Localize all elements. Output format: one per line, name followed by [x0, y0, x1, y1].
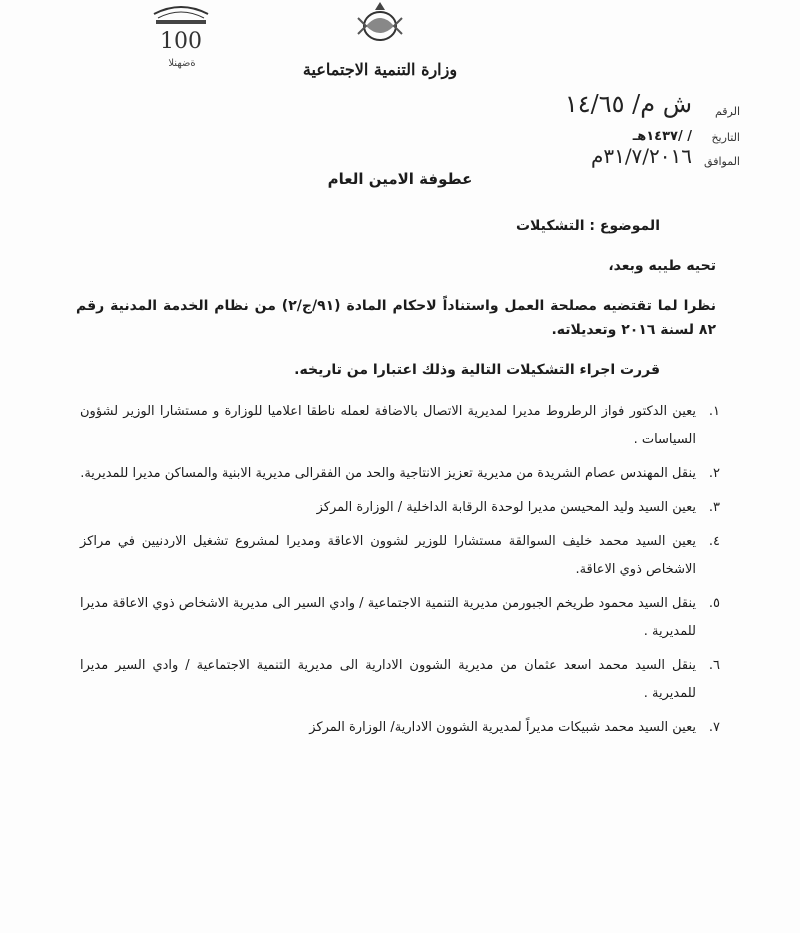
royal-crest-icon: [352, 0, 408, 44]
greeting: تحيه طيبه وبعد،: [608, 258, 716, 274]
item-number: ٦.: [708, 658, 720, 673]
list-item: [80, 494, 720, 522]
item-text: يعين السيد محمد شبيكات مديراً لمديرية الشوون الادارية/ الوزارة المركز: [309, 720, 696, 735]
intro-paragraph: نظرا لما تقتضيه مصلحة العمل واستناداً لاحكام المادة (٩١/ج/٢) من نظام الخدمة المدنية رقم ٨٢ لسنة ٢٠١٦ وتعديلاته.: [76, 298, 716, 338]
list-item: [80, 652, 720, 708]
item-text: ينقل المهندس عصام الشريدة من مديرية تعزيز الانتاجية والحد من الفقرالى مديرية الابنية والمساكن مديرا للمديرية.: [80, 466, 696, 481]
reference-number-row: [500, 90, 740, 118]
list-item: [80, 590, 720, 646]
reference-date-label: التاريخ: [711, 131, 740, 144]
list-item: [80, 714, 720, 742]
reference-date-row: [500, 122, 740, 144]
reference-number-value: ش م/ ١٤/٦٥: [564, 90, 692, 118]
item-text: يعين السيد محمد خليف السوالقة مستشارا للوزير لشوون الاعاقة ومديرا لمشروع تشغيل الاردنيين في مراكز الاشخاص ذوي الاعاقة.: [80, 534, 696, 577]
item-number: ٣.: [708, 500, 720, 515]
addressee: عطوفة الامين العام: [327, 170, 473, 188]
reference-corresponding-value: ٣١/٧/٢٠١٦م: [590, 144, 692, 168]
item-number: ٤.: [708, 534, 720, 549]
centenary-caption: ةضهنلا: [168, 58, 196, 69]
item-number: ١.: [708, 404, 720, 419]
item-number: ٧.: [708, 720, 720, 735]
list-item: [80, 528, 720, 584]
item-number: ٢.: [708, 466, 720, 481]
item-number: ٥.: [708, 596, 720, 611]
reference-number-label: الرقم: [714, 105, 740, 118]
reference-date-value: / /١٤٣٧هـ: [632, 129, 692, 144]
subject-line: الموضوع : التشكيلات: [515, 218, 660, 234]
reference-corresponding-label: الموافق: [704, 155, 740, 168]
decision-line: قررت اجراء التشكيلات التالية وذلك اعتبارا من تاريخه.: [294, 362, 660, 378]
item-text: يعين السيد وليد المحيسن مديرا لوحدة الرقابة الداخلية / الوزارة المركز: [316, 500, 696, 515]
ministry-name: وزارة التنمية الاجتماعية: [302, 60, 458, 79]
item-text: ينقل السيد محمد اسعد عثمان من مديرية الشوون الادارية الى مديرية التنمية الاجتماعية / وادي السير مديرا للمديرية .: [80, 658, 696, 701]
item-text: يعين الدكتور فواز الرطروط مديرا لمديرية الاتصال بالاضافة لعمله ناطقا اعلاميا للوزارة و مستشارا الوزير لشؤون السياسات .: [80, 404, 696, 447]
centenary-emblem-icon: [146, 0, 216, 58]
reference-corresponding-row: [500, 146, 740, 168]
list-item: [80, 460, 720, 488]
centenary-number: 100: [160, 29, 202, 54]
list-item: [80, 398, 720, 454]
item-text: ينقل السيد محمود طريخم الجبورمن مديرية التنمية الاجتماعية / وادي السير الى مديرية الاشخاص ذوي الاعاقة مديرا للمديرية .: [80, 596, 696, 639]
assignments-list: [80, 398, 720, 748]
